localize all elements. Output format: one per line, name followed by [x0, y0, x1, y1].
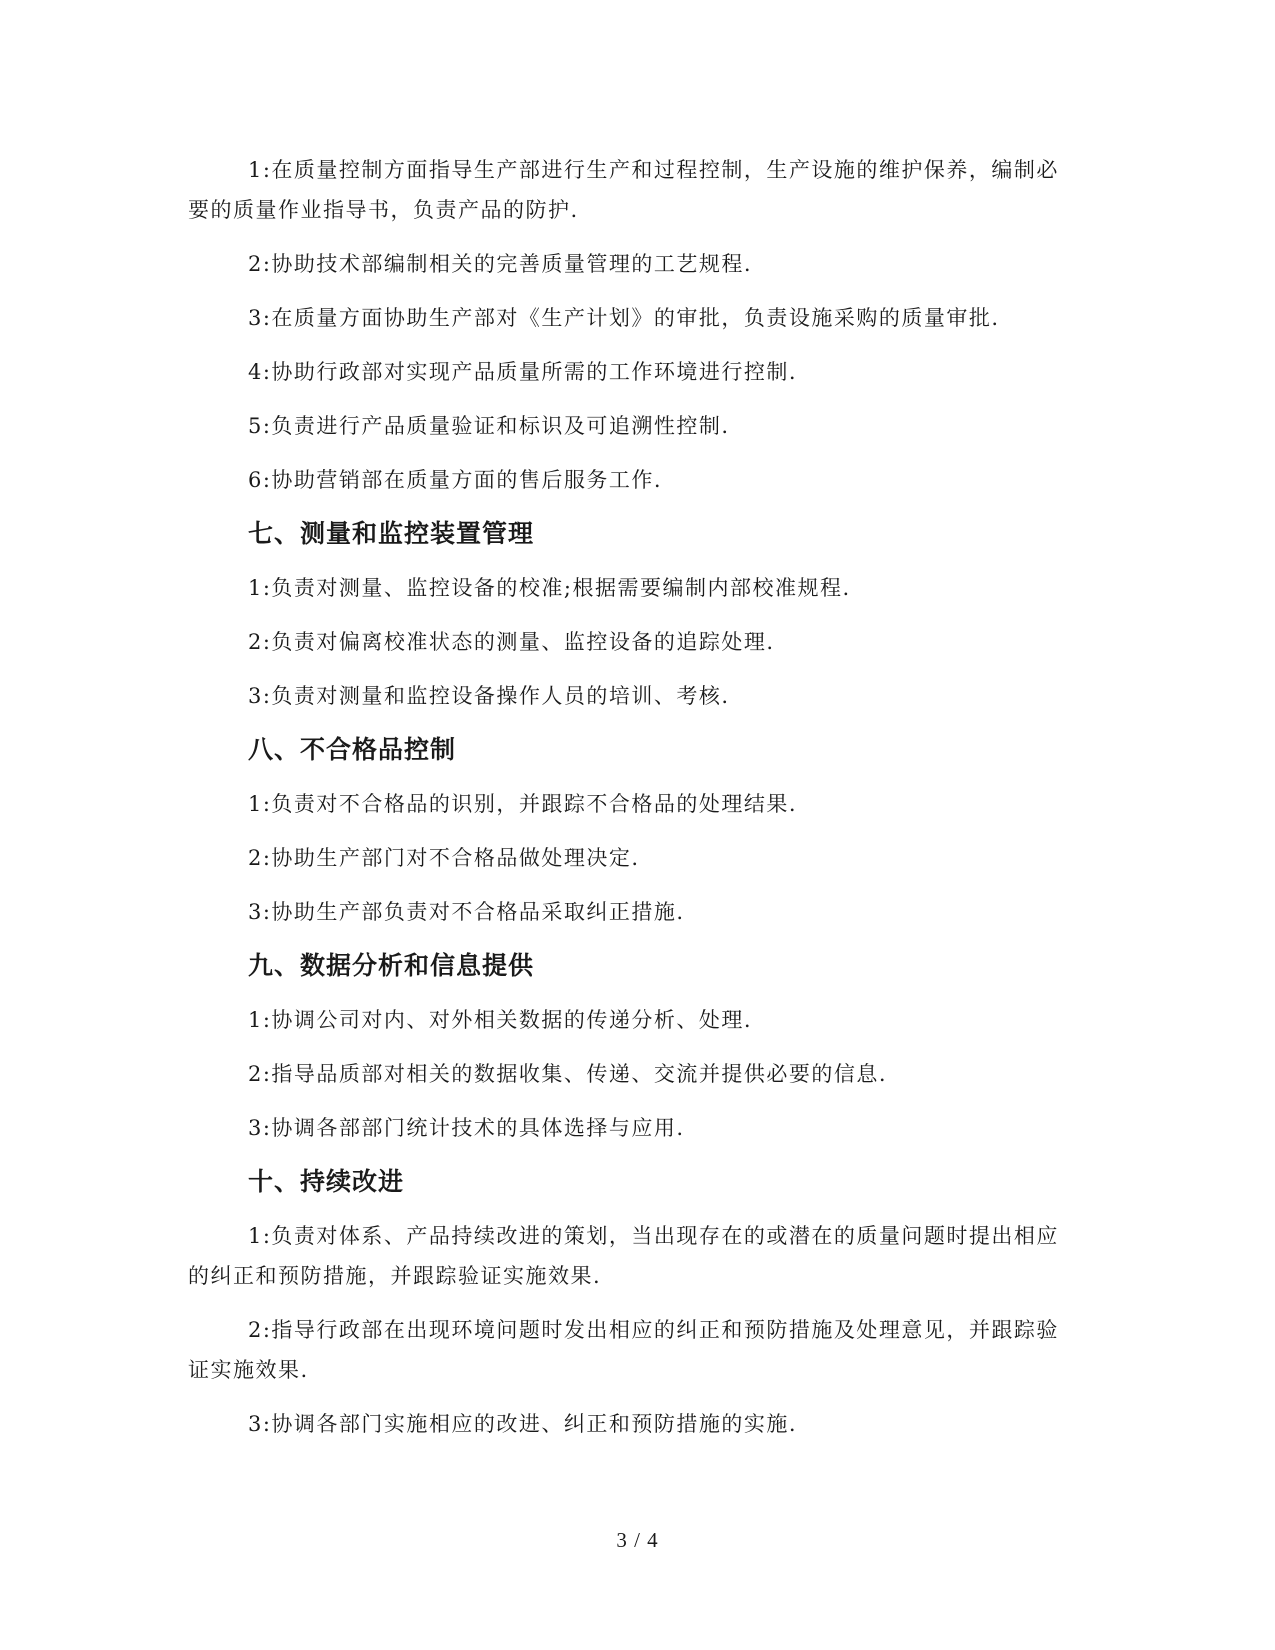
section-heading: 十、持续改进: [248, 1167, 405, 1196]
intro-item: 6:协助营销部在质量方面的售后服务工作.: [248, 468, 663, 492]
section-item: 2:指导品质部对相关的数据收集、传递、交流并提供必要的信息.: [248, 1062, 888, 1086]
section-item: 3:负责对测量和监控设备操作人员的培训、考核.: [248, 684, 730, 708]
section-item: 3:协助生产部负责对不合格品采取纠正措施.: [248, 900, 685, 924]
intro-item: 4:协助行政部对实现产品质量所需的工作环境进行控制.: [248, 360, 798, 384]
section-data-analysis: [188, 946, 1068, 1148]
section-heading: 九、数据分析和信息提供: [248, 951, 535, 980]
section-heading: 八、不合格品控制: [248, 735, 457, 764]
section-improvement: [188, 1162, 1068, 1444]
section-nonconforming: [188, 730, 1068, 932]
section-item: 1:负责对不合格品的识别，并跟踪不合格品的处理结果.: [248, 792, 798, 816]
intro-item: 5:负责进行产品质量验证和标识及可追溯性控制.: [248, 414, 730, 438]
section-item: 1:协调公司对内、对外相关数据的传递分析、处理.: [248, 1008, 753, 1032]
section-item: 2:指导行政部在出现环境问题时发出相应的纠正和预防措施及处理意见，并跟踪验证实施效果.: [188, 1318, 1059, 1382]
section-item: 1:负责对测量、监控设备的校准;根据需要编制内部校准规程.: [248, 576, 851, 600]
intro-item: 2:协助技术部编制相关的完善质量管理的工艺规程.: [248, 252, 753, 276]
section-heading: 七、测量和监控装置管理: [248, 519, 535, 548]
document-body: [188, 150, 1068, 1458]
section-item: 3:协调各部部门统计技术的具体选择与应用.: [248, 1116, 685, 1140]
intro-item: 1:在质量控制方面指导生产部进行生产和过程控制，生产设施的维护保养，编制必要的质量作业指导书，负责产品的防护.: [188, 158, 1059, 222]
page-number: 3 / 4: [616, 1528, 659, 1552]
intro-item: 3:在质量方面协助生产部对《生产计划》的审批，负责设施采购的质量审批.: [248, 306, 1000, 330]
section-item: 2:协助生产部门对不合格品做处理决定.: [248, 846, 640, 870]
section-item: 1:负责对体系、产品持续改进的策划，当出现存在的或潜在的质量问题时提出相应的纠正和预防措施，并跟踪验证实施效果.: [188, 1224, 1059, 1288]
section-measurement: [188, 514, 1068, 716]
section-item: 2:负责对偏离校准状态的测量、监控设备的追踪处理.: [248, 630, 775, 654]
section-item: 3:协调各部门实施相应的改进、纠正和预防措施的实施.: [248, 1412, 798, 1436]
